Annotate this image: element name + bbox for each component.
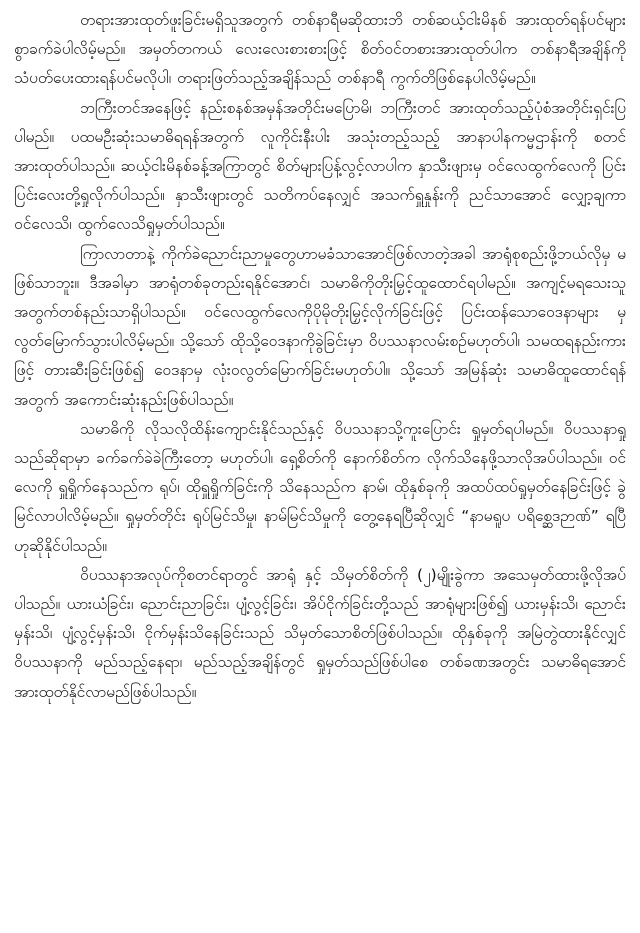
paragraph-3: ကြာလာတာနဲ့ ကိုက်ခဲညောင်းညာမှုတွေဟာမခံသာအောင်ဖြစ်လာတဲ့အခါ အာရုံစုစည်းဖို့ဘယ်လိုမှ မဖြစ်သာဘူး။ ဒီအခါမှာ အာရုံတစ်ခုတည်းရနိုင်အောင်၊ သမာဓိကိုတိုးမြှင့်ထူထောင်ရပါမည်။ အကျင့်မရသေးသူအတွက်တစ်နည်းသာရှိပါသည်။ ဝင်လေထွက်လေကိုပိုမိုတိုးမြှင့်လိုက်ခြင်းဖြင့် ပြင်းထန်သောဝေဒနာများ မှ လွတ်မြောက်သွားပါလိမ့်မည်။ သို့သော် ထိုသို့ဝေဒနာကိုခွဲခြင်းမှာ ဝိပဿနာလမ်းစဉ်မဟုတ်ပါ၊ သမထရနည်းကားဖြင့် တားဆီးခြင်းဖြစ်၍ ဝေဒနာမှ လုံးဝလွတ်မြောက်ခြင်းမဟုတ်ပါ။ သို့သော် အမြန်ဆုံး သမာဓိထူထောင်ရန်အတွက် အကောင်းဆုံးနည်းဖြစ်ပါသည်။ — [14, 244, 626, 409]
paragraph-1: တရားအားထုတ်ဖူးခြင်းမရှိသူအတွက် တစ်နာရီမဆိုထားဘိ တစ်ဆယ့်ငါးမိနစ် အားထုတ်ရန်ပင်များစွာခက်ခဲပါလိမ့်မည်။ အမှတ်တကယ် လေးလေးစားစားဖြင့် စိတ်ဝင်တစားအားထုတ်ပါက တစ်နာရီအချိန်ကို သံပတ်ပေးထားရန်ပင်မလိုပါ၊ တရားဖြတ်သည့်အချိန်သည် တစ်နာရီ ကွက်တိဖြစ်နေပါလိမ့်မည်။ — [14, 11, 626, 88]
paragraph-2: ဘကြီးတင်အနေဖြင့် နည်းစနစ်အမှန်အတိုင်းမပြောမိ၊ ဘကြီးတင် အားထုတ်သည့်ပုံစံအတိုင်းရှင်းပြပါမည်။ ပထမဦးဆုံးသမာဓိရရန်အတွက် လူကိုင်းနီးပါး အသုံးတည့်သည့် အာနာပါနကမ္မဌာန်းကို စတင်အားထုတ်ပါသည်။ ဆယ့်ငါးမိနစ်ခန့်အကြာတွင် စိတ်များပြန့်လွင့်လာပါက နှာသီးဖျားမှ ဝင်လေထွက်လေကို ပြင်းပြင်းလေးတို့ရှုလိုက်ပါသည်။ နှာသီးဖျားတွင် သတိကပ်နေလျှင် အသက်ရှူနှုန်းကို ညင်သာအောင် လျှော့ချကာ ဝင်လေသိ၊ ထွက်လေသိရှုမှတ်ပါသည်။ — [14, 98, 626, 234]
paragraph-4: သမာဓိကို လိုသလိုထိန်းကျောင်းနိုင်သည်နှင့် ဝိပဿနာသို့ကူးပြောင်း ရှုမှတ်ရပါမည်။ ဝိပဿနာရှုသည်ဆိုရာမှာ ခက်ခက်ခဲခဲကြီးတော့ မဟုတ်ပါ၊ ရှေ့စိတ်ကို နောက်စိတ်က လိုက်သိနေဖို့သာလိုအပ်ပါသည်။ ဝင်လေကို ရှူရှိုက်နေသည်က ရုပ်၊ ထိုရှူရှိုက်ခြင်းကို သိနေသည်က နာမ်၊ ထိုနှစ်ခုကို အထပ်ထပ်ရှုမှတ်နေခြင်းဖြင့် ခွဲမြင်လာပါလိမ့်မည်။ ရှုမှတ်တိုင်း ရုပ်မြင်သိမှု၊ နာမ်မြင်သိမှုကို တွေ့နေရပြီဆိုလျှင် “နာမရူပ ပရိစ္ဆေဒဉာဏ်” ရပြီဟုဆိုနိုင်ပါသည်။ — [14, 419, 626, 555]
paragraph-5: ဝိပဿနာအလုပ်ကိုစတင်ရာတွင် အာရုံ နှင့် သိမှတ်စိတ်ကို (၂)မျိုးခွဲကာ အသေမှတ်ထားဖို့လိုအပ်ပါသည်။ ယားယံခြင်း၊ ညောင်းညာခြင်း၊ ပျံ့လွင့်ခြင်း၊ အိပ်ငိုက်ခြင်းတို့သည် အာရုံများဖြစ်၍ ယားမှန်းသိ၊ ညောင်းမှန်းသိ၊ ပျံ့လွင့်မှန်းသိ၊ ငိုက်မှန်းသိနေခြင်းသည် သိမှတ်သောစိတ်ဖြစ်ပါသည်။ ထိုနှစ်ခုကို အမြဲတွဲထားနိုင်လျှင် ဝိပဿနာကို မည်သည့်နေရာ၊ မည်သည့်အချိန်တွင် ရှုမှတ်သည်ဖြစ်ပါစေ တစ်ခဏအတွင်း သမာဓိရအောင် အားထုတ်နိုင်လာမည်ဖြစ်ပါသည်။ — [14, 565, 626, 701]
